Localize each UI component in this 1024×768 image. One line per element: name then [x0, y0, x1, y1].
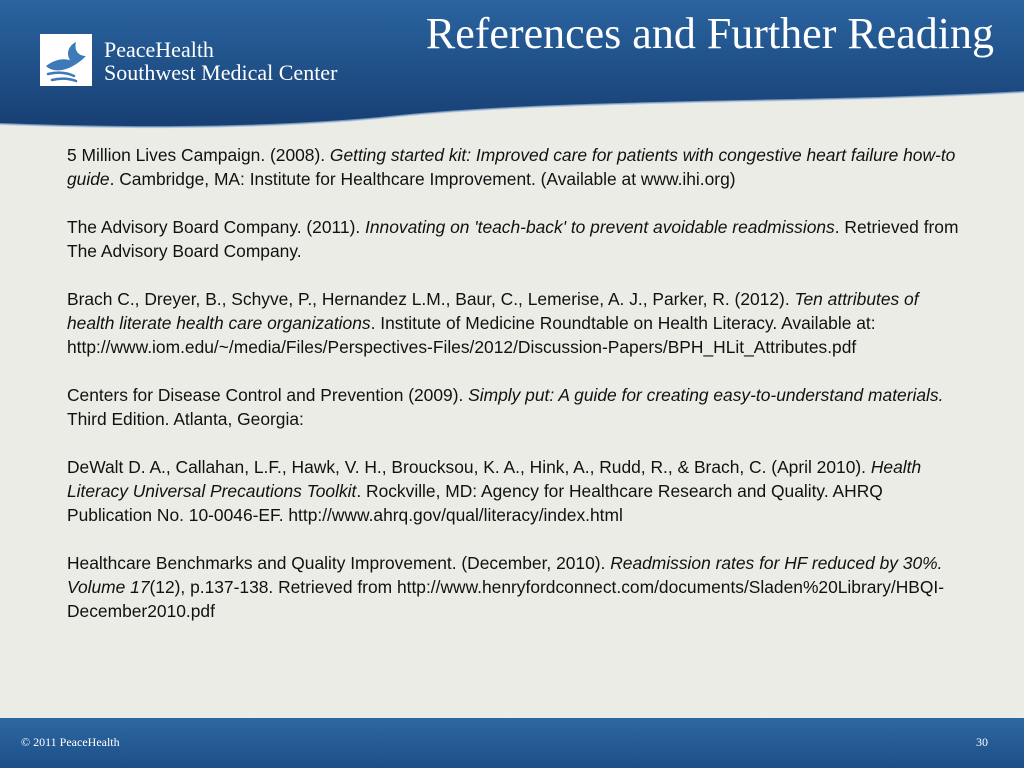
reference-text: 5 Million Lives Campaign. (2008). — [67, 145, 330, 165]
reference-item — [67, 287, 967, 359]
logo-line-2: Southwest Medical Center — [104, 60, 338, 85]
reference-title: Simply put: A guide for creating easy-to-understand materials. — [468, 385, 944, 405]
reference-title: Ten attributes of health literate health care organizations — [67, 289, 919, 333]
reference-list — [67, 143, 967, 647]
reference-text: Healthcare Benchmarks and Quality Improvement. (December, 2010). — [67, 553, 611, 573]
page-title: References and Further Reading — [425, 9, 994, 58]
reference-text: (12), p.137-138. Retrieved from http://www.henryfordconnect.com/documents/Sladen%20Library/HBQI-December2010.pdf — [67, 577, 945, 621]
reference-title: Health Literacy Universal Precautions Toolkit — [67, 457, 922, 501]
reference-item — [67, 383, 967, 431]
dove-icon — [40, 34, 92, 86]
reference-item — [67, 551, 967, 623]
logo-wordmark — [104, 38, 337, 84]
reference-text: . Cambridge, MA: Institute for Healthcare Improvement. (Available at www.ihi.org) — [109, 169, 736, 189]
slide-header — [0, 0, 1024, 130]
reference-text: . Institute of Medicine Roundtable on Health Literacy. Available at: http://www.iom.edu/~/media/Files/Perspectives-Files/2012/Discussion-Papers/BPH_HLit_Attributes.pdf — [67, 313, 876, 357]
reference-text: Third Edition. Atlanta, Georgia: — [67, 409, 304, 429]
slide-footer — [0, 718, 1024, 768]
reference-item — [67, 143, 967, 191]
reference-title: Readmission rates for HF reduced by 30%. Volume 17 — [67, 553, 943, 597]
copyright-notice: © 2011 PeaceHealth — [21, 735, 120, 749]
page-number: 30 — [976, 735, 988, 749]
reference-title: Innovating on 'teach-back' to prevent avoidable readmissions — [365, 217, 835, 237]
reference-text: Centers for Disease Control and Prevention (2009). — [67, 385, 469, 405]
logo-line-1: PeaceHealth — [104, 37, 214, 62]
reference-text: . Rockville, MD: Agency for Healthcare Research and Quality. AHRQ Publication No. 10-0046-EF. http://www.ahrq.gov/qual/literacy/index.html — [67, 481, 883, 525]
reference-title: Getting started kit: Improved care for patients with congestive heart failure how-to guide — [67, 145, 956, 189]
reference-item — [67, 215, 967, 263]
reference-text: . Retrieved from The Advisory Board Company. — [67, 217, 959, 261]
reference-text: Brach C., Dreyer, B., Schyve, P., Hernandez L.M., Baur, C., Lemerise, A. J., Parker, R. (2012). — [67, 289, 795, 309]
reference-item — [67, 455, 967, 527]
reference-text: The Advisory Board Company. (2011). — [67, 217, 366, 237]
logo — [40, 34, 92, 86]
reference-text: DeWalt D. A., Callahan, L.F., Hawk, V. H., Broucksou, K. A., Hink, A., Rudd, R., & Brach, C. (April 2010). — [67, 457, 871, 477]
